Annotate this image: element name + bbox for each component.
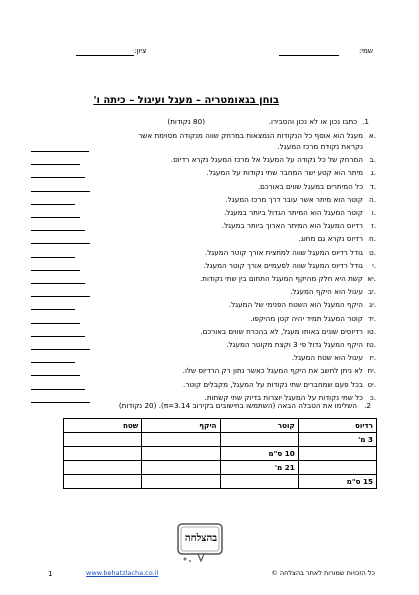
section2-instruction: השלימו את הטבלה הבאה (השתמשו בחישובים בקירוב π=3.14). (20 נקודות) bbox=[118, 401, 357, 410]
item-letter: ג. bbox=[370, 168, 376, 178]
table-row bbox=[64, 447, 377, 461]
col-radius: רדיוס bbox=[298, 419, 376, 433]
list-item bbox=[31, 208, 376, 220]
answer-blank[interactable] bbox=[31, 230, 85, 231]
item-letter: י. bbox=[372, 260, 376, 270]
cell-radius: 3 מ' bbox=[298, 433, 376, 447]
list-item bbox=[31, 182, 376, 194]
section1-instruction: כתבו נכון או לא נכון והסבירו. bbox=[268, 117, 357, 126]
list-item bbox=[31, 195, 376, 207]
item-letter: ט. bbox=[369, 247, 376, 257]
grade-label: ציון: bbox=[134, 46, 147, 55]
answer-blank[interactable] bbox=[31, 402, 90, 403]
cell-radius[interactable] bbox=[298, 447, 376, 461]
answer-blank[interactable] bbox=[31, 217, 80, 218]
item-text: כל המיתרים במעגל שווים באורכם. bbox=[257, 181, 363, 191]
item-text: גודל רדיוס המעגל שווה לפעמיים אורך קוטר המעגל. bbox=[203, 260, 363, 270]
name-blank[interactable] bbox=[279, 55, 339, 56]
list-item bbox=[31, 300, 376, 312]
item-letter: יט. bbox=[367, 379, 376, 389]
list-item bbox=[31, 366, 376, 378]
list-item-continuation bbox=[31, 142, 376, 154]
item-letter: טו. bbox=[367, 326, 376, 336]
answer-blank[interactable] bbox=[31, 389, 85, 390]
page-number: 1 bbox=[48, 569, 53, 578]
answer-blank[interactable] bbox=[31, 323, 80, 324]
item-letter: יא. bbox=[367, 274, 376, 283]
list-item bbox=[31, 340, 376, 352]
answer-blank[interactable] bbox=[31, 243, 90, 244]
list-item bbox=[31, 327, 376, 339]
cell-area[interactable] bbox=[64, 475, 142, 489]
list-item bbox=[31, 314, 376, 326]
item-text: קוטר המעגל הוא המיתר הגדול ביותר במעגל. bbox=[223, 208, 363, 217]
item-text: רדיוסים שונים באותו מעגל, לא בהכרח שווים באורכם. bbox=[200, 326, 363, 336]
item-text: גודל רדיוס המעגל שווה למחצית אורך קוטר המעגל. bbox=[204, 247, 363, 257]
col-circumference: היקף bbox=[142, 419, 220, 433]
list-item bbox=[31, 221, 376, 233]
list-item bbox=[31, 380, 376, 392]
list-item bbox=[31, 248, 376, 260]
section1-points: (80 נקודות) bbox=[167, 117, 205, 126]
item-letter: יח. bbox=[367, 366, 376, 376]
cell-area[interactable] bbox=[64, 447, 142, 461]
logo-text: בהצלחה bbox=[184, 533, 218, 544]
list-item bbox=[31, 274, 376, 286]
item-letter: כ. bbox=[369, 392, 376, 402]
name-label: שמי: bbox=[358, 46, 373, 55]
answer-blank[interactable] bbox=[31, 257, 75, 258]
item-letter: יג. bbox=[369, 300, 376, 310]
item-text: בכל פעם שמחברים שתי נקודות על המעגל, מקבלים קוטר. bbox=[183, 379, 363, 389]
item-text: רדיוס נקרא גם מחוג. bbox=[298, 234, 363, 244]
table-header-row bbox=[64, 419, 377, 433]
table-row bbox=[64, 475, 377, 489]
item-letter: ב. bbox=[369, 155, 376, 165]
item-text: מעגל הוא אוסף כל הנקודות הנמצאות במרחק שווה מנקודה מסוימת אשר bbox=[138, 131, 363, 140]
table-row bbox=[64, 433, 377, 447]
cell-circumference[interactable] bbox=[142, 433, 220, 447]
item-text: לא ניתן לחשב את היקף המעגל כאשר נתון רק הרדיוס שלו. bbox=[182, 366, 363, 376]
table-row bbox=[64, 461, 377, 475]
list-item bbox=[31, 234, 376, 246]
item-letter: ו. bbox=[371, 208, 376, 217]
item-text: קוטר המעגל תמיד יהיה קטן מהיקפו. bbox=[250, 313, 363, 323]
cell-circumference[interactable] bbox=[142, 447, 220, 461]
item-text: המרחק של כל נקודה על המעגל אל מרכז המעגל נקרא רדיוס. bbox=[170, 155, 363, 165]
answer-blank[interactable] bbox=[31, 164, 80, 165]
item-letter: ה. bbox=[369, 194, 376, 204]
item-text: עיגול הוא שטח המעגל. bbox=[291, 353, 363, 363]
answer-blank[interactable] bbox=[31, 270, 80, 271]
item-letter: ז. bbox=[371, 221, 376, 231]
item-text: עיגול הוא היקף המעגל. bbox=[290, 287, 363, 297]
item-text: כל שתי נקודות על המעגל יוצרות בדיוק שתי קשתות. bbox=[204, 392, 363, 402]
cell-circumference[interactable] bbox=[142, 461, 220, 475]
page-title: בוחן בגאומטריה – מעגל ועיגול – כיתה ו' bbox=[93, 95, 279, 106]
answer-blank[interactable] bbox=[31, 283, 85, 284]
item-letter: יב. bbox=[367, 287, 376, 297]
cell-diameter[interactable] bbox=[220, 475, 298, 489]
item-text: קוטר הוא מיתר אשר עובר דרך מרכז המעגל. bbox=[225, 194, 363, 204]
cell-diameter: 21 מ' bbox=[220, 461, 298, 475]
section2-number: 2. bbox=[364, 401, 371, 410]
item-text: היקף המעגל גדול פי 3 וקצת מקוטר המעגל. bbox=[226, 340, 363, 349]
answer-blank[interactable] bbox=[31, 375, 80, 376]
grade-blank[interactable] bbox=[76, 55, 134, 56]
cell-diameter[interactable] bbox=[220, 433, 298, 447]
cell-radius[interactable] bbox=[298, 461, 376, 475]
item-text: נקראת נקודת מרכז המעגל. bbox=[277, 142, 363, 151]
list-item bbox=[31, 353, 376, 365]
footer-copyright: כל הזכויות שמורות לאתר בהצלחה © bbox=[271, 569, 375, 577]
item-letter: יד. bbox=[368, 313, 376, 323]
answer-blank[interactable] bbox=[31, 191, 90, 192]
behatzlacha-logo bbox=[176, 521, 226, 563]
answer-blank[interactable] bbox=[31, 204, 75, 205]
item-text: מיתר הוא קטע ישר המחבר שתי נקודות על המעגל. bbox=[206, 168, 363, 178]
answer-blank[interactable] bbox=[31, 309, 75, 310]
answer-blank[interactable] bbox=[31, 349, 90, 350]
col-area: שטח bbox=[64, 419, 142, 433]
answer-blank[interactable] bbox=[31, 336, 85, 337]
cell-area[interactable] bbox=[64, 433, 142, 447]
item-letter: ח. bbox=[369, 234, 376, 244]
answer-blank[interactable] bbox=[31, 296, 90, 297]
cell-radius: 15 ס"מ bbox=[298, 475, 376, 489]
list-item bbox=[31, 261, 376, 273]
list-item bbox=[31, 155, 376, 167]
item-text: רדיוס המעגל הוא המיתר הארוך ביותר במעגל. bbox=[221, 221, 363, 231]
item-text: היקף המעגל הוא השטח הפנימי של המעגל. bbox=[228, 300, 363, 310]
item-letter: א. bbox=[368, 131, 376, 140]
list-item bbox=[31, 168, 376, 180]
list-item bbox=[31, 287, 376, 299]
item-letter: ד. bbox=[369, 181, 376, 191]
cell-diameter: 10 ס"מ bbox=[220, 447, 298, 461]
col-diameter: קוטר bbox=[220, 419, 298, 433]
cell-area[interactable] bbox=[64, 461, 142, 475]
item-text: קשת היא חלק מהיקף המעגל התחום בין שתי נקודות. bbox=[200, 274, 363, 283]
item-letter: טז. bbox=[366, 340, 376, 349]
footer-url[interactable]: www.behatzlacha.co.il bbox=[86, 569, 159, 577]
circle-table bbox=[63, 418, 377, 489]
item-letter: יז. bbox=[369, 353, 376, 363]
answer-blank[interactable] bbox=[31, 151, 89, 152]
section1-number: 1. bbox=[362, 117, 369, 126]
answer-blank[interactable] bbox=[31, 362, 75, 363]
answer-blank[interactable] bbox=[31, 177, 85, 178]
cell-circumference[interactable] bbox=[142, 475, 220, 489]
